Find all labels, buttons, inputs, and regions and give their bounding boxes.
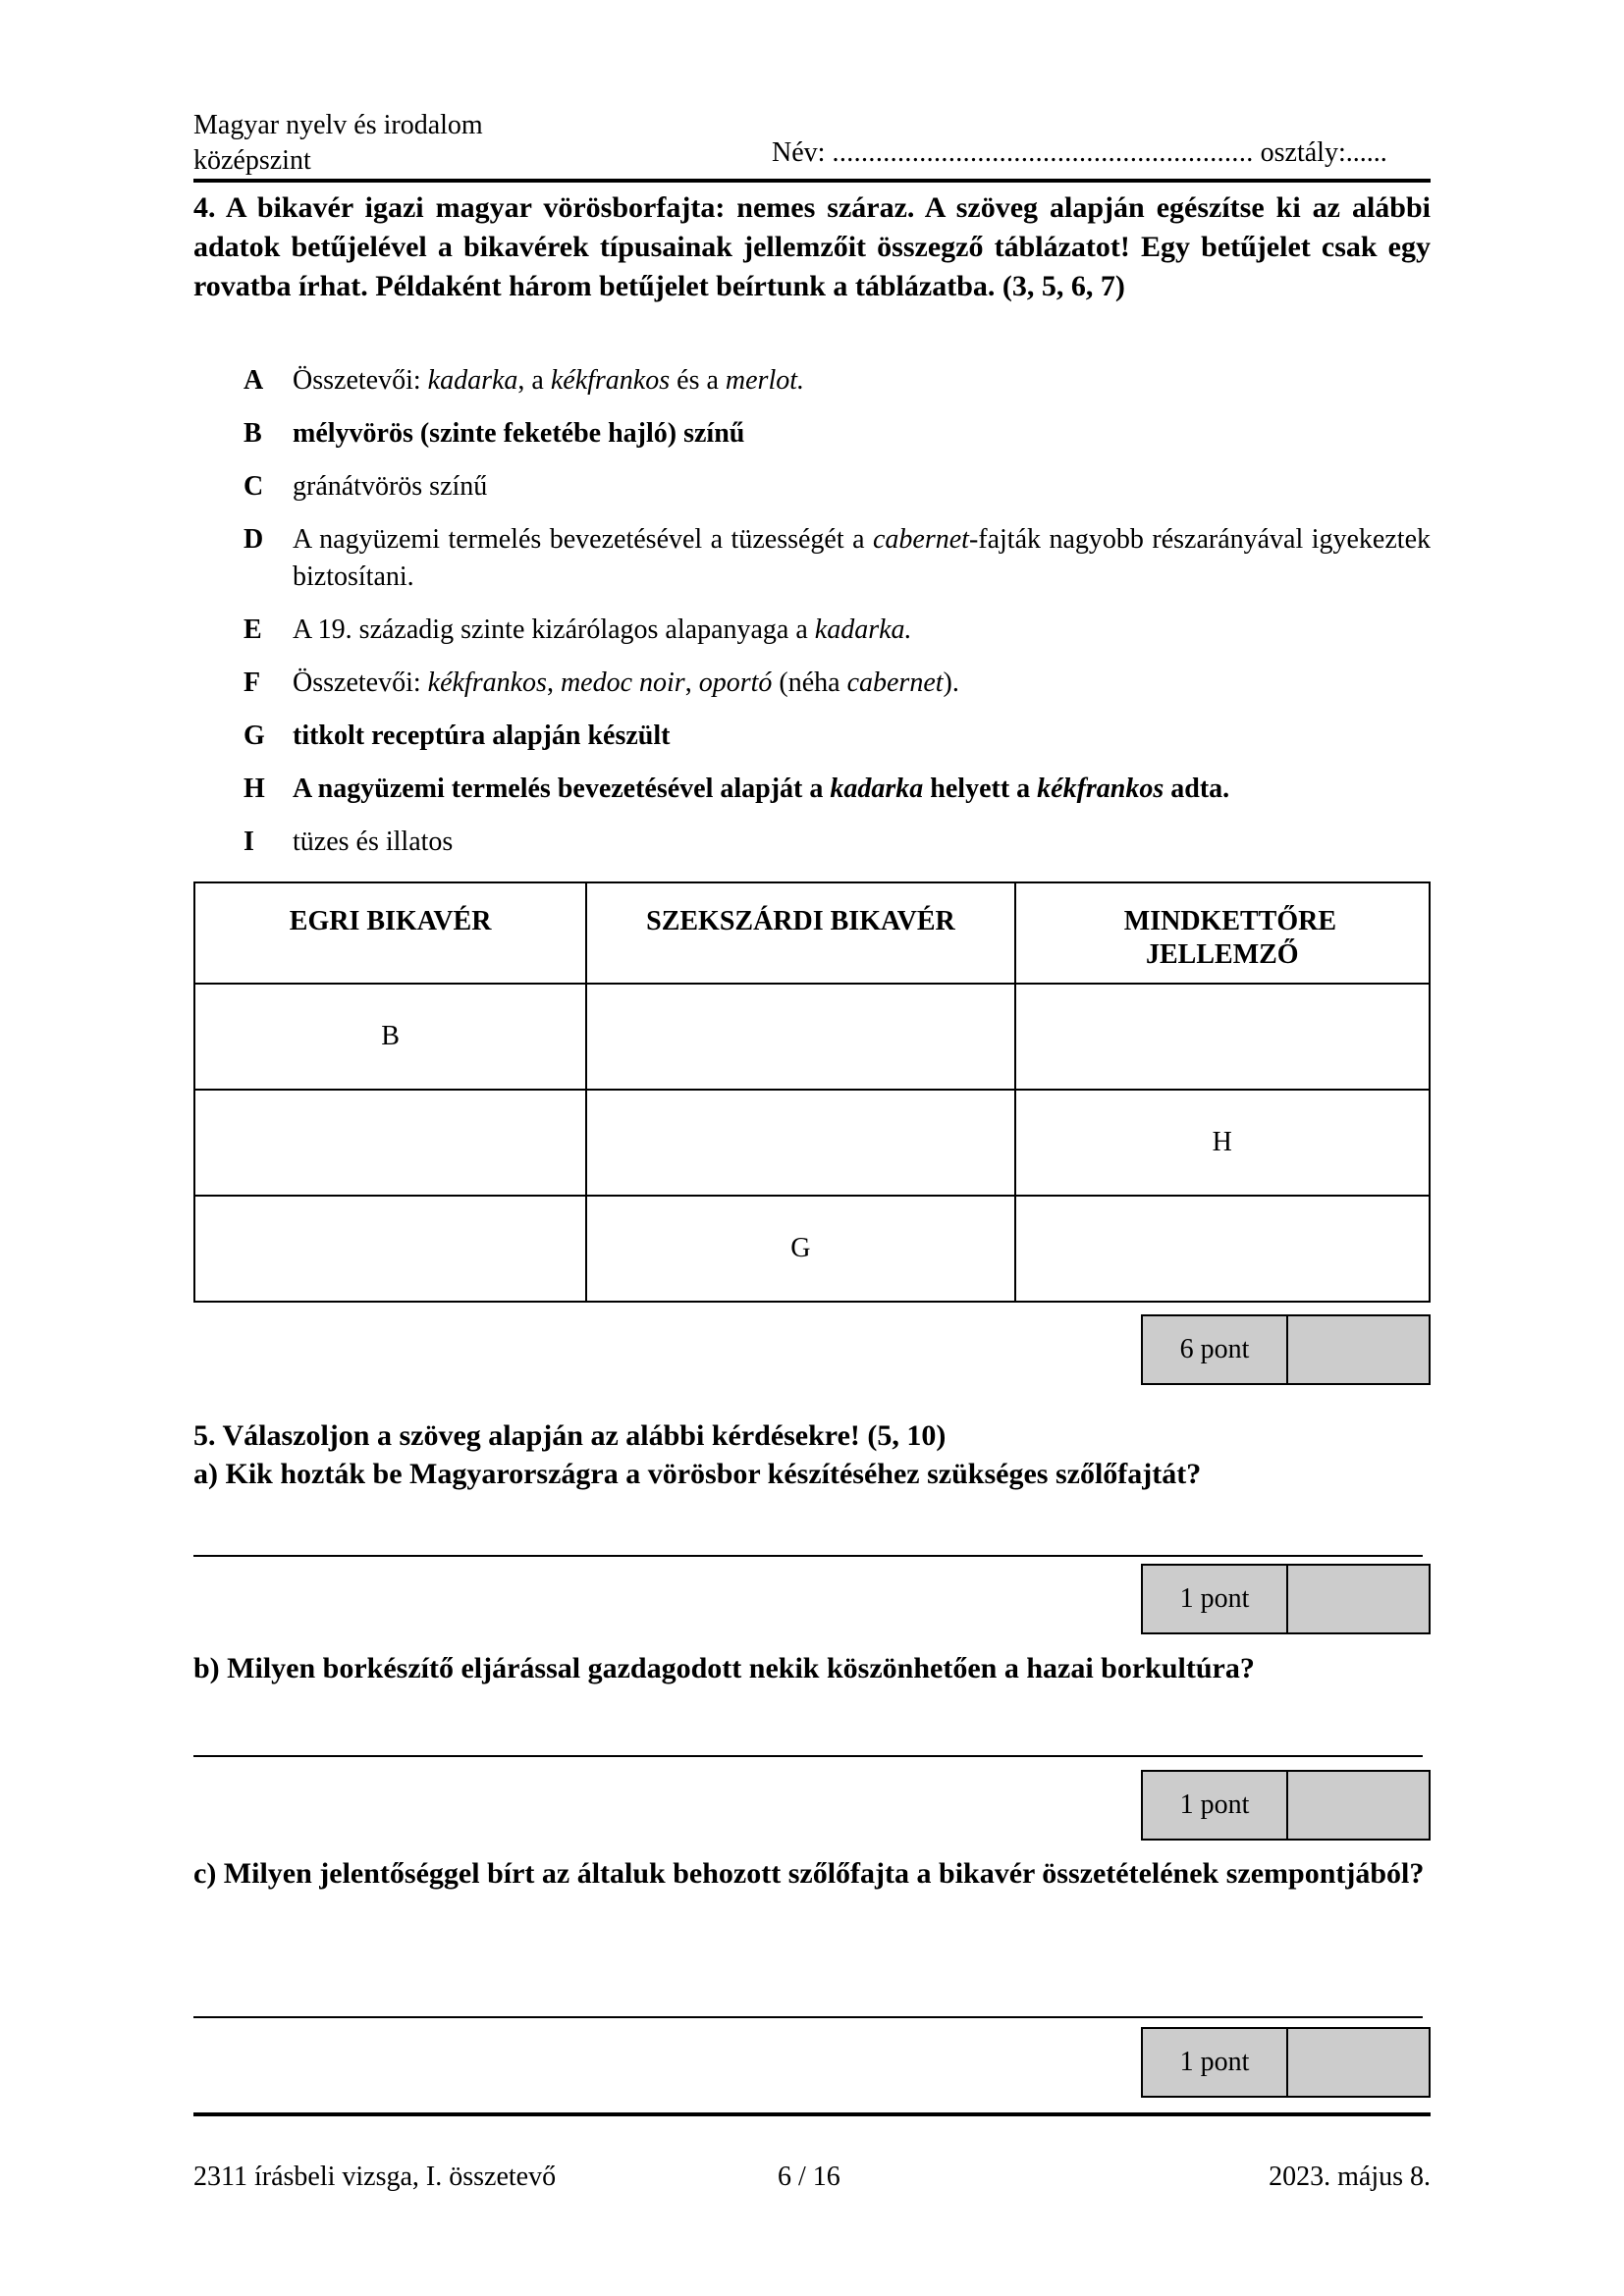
task4-title: 4. A bikavér igazi magyar vörösborfajta: nemes száraz. A szöveg alapján egészítse ki az alábbi adatok betűjelével a bikavérek típusainak jellemzőit összegző táblázatot! Egy betűjelet csak egy rovatba írhat. Példaként három betűjelet beírtunk a táblázatba. (3, 5, 6, 7) [193,191,1431,302]
footer-date: 2023. május 8. [1269,2162,1431,2192]
name-label: Név: [772,137,826,168]
answer-line-a[interactable] [193,1555,1423,1557]
question-a: a) Kik hozták be Magyarországra a vörösbor készítéséhez szükséges szőlőfajtát? [193,1458,1202,1490]
name-input-dots[interactable]: .......................................................... [832,137,1254,168]
option-text: A nagyüzemi termelés bevezetésével a tüzességét a cabernet-fajták nagyobb részarányával igyekeztek biztosítani. [293,524,1431,592]
column-header-text: MINDKETTŐRE JELLEMZŐ [1123,906,1337,970]
option-text: tüzes és illatos [293,827,454,857]
table-row [194,984,1430,1090]
option-text: gránátvörös színű [293,471,488,502]
option-b [193,415,1431,453]
header-subject [193,108,483,179]
table-cell[interactable] [1015,1196,1430,1302]
column-header-mindketto [1015,882,1430,984]
option-letter: B [244,418,262,449]
score-label: 1 pont [1143,1566,1288,1632]
header-rule [193,179,1431,183]
score-value-field[interactable] [1288,2029,1429,2096]
bikaver-table [193,881,1431,1303]
option-text: A nagyüzemi termelés bevezetésével alapját a kadarka helyett a kékfrankos adta. [293,774,1230,804]
score-value-field[interactable] [1288,1316,1429,1383]
option-text: A 19. századig szinte kizárólagos alapanyaga a kadarka. [293,614,912,645]
score-value-field[interactable] [1288,1566,1429,1632]
option-letter: G [244,721,265,751]
table-cell[interactable] [586,984,1014,1090]
question-b: b) Milyen borkészítő eljárással gazdagodott nekik köszönhetően a hazai borkultúra? [193,1652,1255,1684]
option-letter: A [244,365,264,396]
option-i [193,824,1431,861]
subject-title: Magyar nyelv és irodalom [193,110,483,140]
option-letter: F [244,667,261,698]
option-letter: H [244,774,265,804]
question-c: c) Milyen jelentőséggel bírt az általuk behozott szőlőfajta a bikavér összetételének szempontjából? [193,1857,1425,1890]
footer-page-number: 6 / 16 [778,2162,840,2192]
table-header-row [194,882,1430,984]
table-cell[interactable] [586,1090,1014,1196]
option-text: titkolt receptúra alapján készült [293,721,671,751]
option-letter: D [244,524,264,555]
task4-option-list [193,362,1431,877]
option-text: Összetevői: kadarka, a kékfrankos és a merlot. [293,365,805,396]
option-d [193,521,1431,596]
table-cell[interactable]: B [194,984,586,1090]
option-a [193,362,1431,400]
score-label: 6 pont [1143,1316,1288,1383]
score-label: 1 pont [1143,1772,1288,1839]
table-cell[interactable]: H [1015,1090,1430,1196]
option-text: mélyvörös (szinte feketébe hajló) színű [293,418,745,449]
option-e [193,612,1431,649]
score-value-field[interactable] [1288,1772,1429,1839]
question-c-score-box [1141,2027,1431,2098]
option-h [193,771,1431,808]
option-f [193,665,1431,702]
column-header-szekszardi: SZEKSZÁRDI BIKAVÉR [586,882,1014,984]
column-header-egri: EGRI BIKAVÉR [194,882,586,984]
task4-score-box [1141,1314,1431,1385]
task5-title: 5. Válaszoljon a szöveg alapján az alábbi kérdésekre! (5, 10) [193,1419,947,1452]
question-a-score-box [1141,1564,1431,1634]
option-letter: I [244,827,254,857]
score-label: 1 pont [1143,2029,1288,2096]
name-class-field [772,135,1431,171]
option-text: Összetevői: kékfrankos, medoc noir, oportó (néha cabernet). [293,667,959,698]
footer-exam: 2311 írásbeli vizsga, I. összetevő [193,2162,557,2192]
answer-line-c[interactable] [193,2016,1423,2018]
table-row [194,1090,1430,1196]
subject-level: középszint [193,145,311,176]
option-letter: E [244,614,262,645]
option-c [193,468,1431,506]
table-cell[interactable]: G [586,1196,1014,1302]
table-cell[interactable] [194,1090,586,1196]
table-cell[interactable] [1015,984,1430,1090]
question-b-score-box [1141,1770,1431,1841]
table-row [194,1196,1430,1302]
option-g [193,718,1431,755]
answer-line-b[interactable] [193,1755,1423,1757]
table-cell[interactable] [194,1196,586,1302]
footer-rule [193,2112,1431,2116]
option-letter: C [244,471,264,502]
class-label[interactable]: osztály:...... [1260,137,1387,168]
